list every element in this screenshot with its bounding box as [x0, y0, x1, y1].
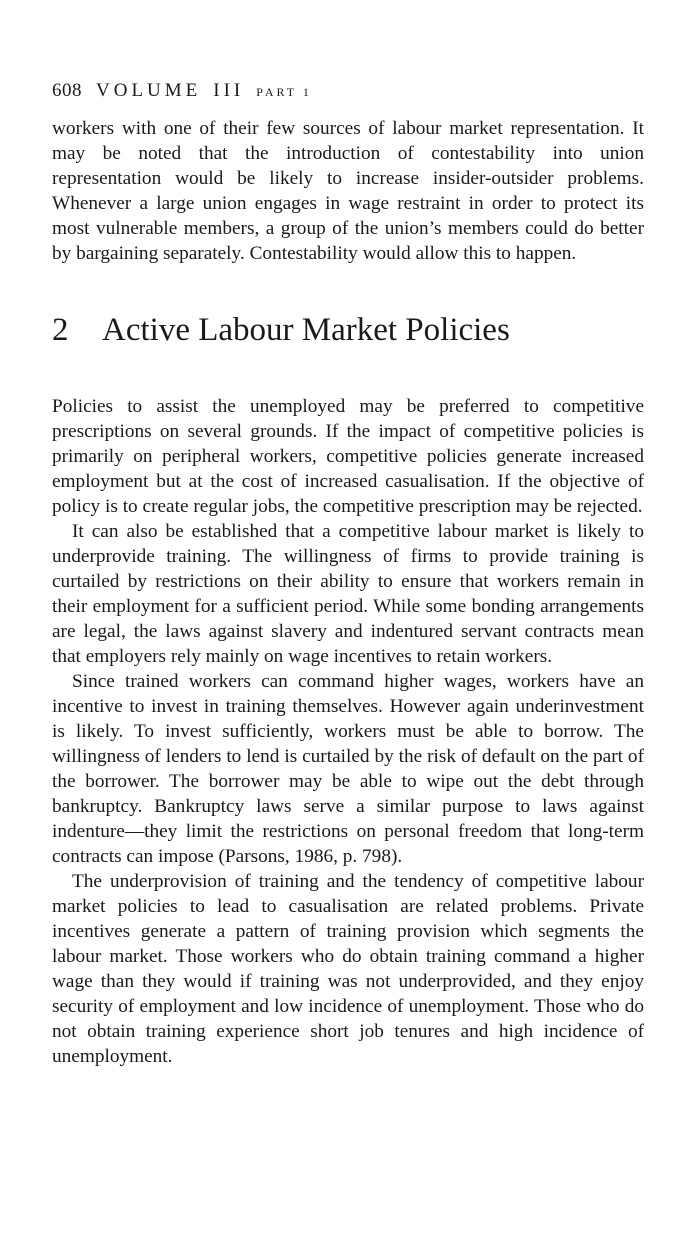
- body-paragraph: It can also be established that a competitive labour market is likely to underprovide training. The willingness of firms to provide training is curtailed by restrictions on their ability to ensure that workers remain in their employment for a sufficient period. While some bonding arrangements are legal, the laws against slavery and indentured servant contracts mean that employers rely mainly on wage incentives to retain workers.: [52, 521, 644, 667]
- volume-label: VOLUME: [96, 80, 202, 101]
- part-label: PART 1: [256, 85, 312, 99]
- section-title: Active Labour Market Policies: [102, 312, 510, 348]
- section-body: [52, 394, 644, 1069]
- body-paragraph: Policies to assist the unemployed may be preferred to competitive prescriptions on several grounds. If the impact of competitive policies is primarily on peripheral workers, competitive policies generate increased employment but at the cost of increased casualisation. If the objective of policy is to create regular jobs, the competitive prescription may be rejected.: [52, 396, 644, 517]
- page-number: 608: [52, 80, 82, 101]
- volume-numeral: III: [213, 80, 245, 101]
- running-head: [52, 78, 644, 104]
- section-number: 2: [52, 312, 69, 348]
- section-heading: [52, 266, 644, 394]
- page-body: [52, 116, 644, 1069]
- book-page: [52, 78, 644, 1069]
- body-paragraph: Since trained workers can command higher wages, workers have an incentive to invest in training themselves. However again underinvestment is likely. To invest sufficiently, workers must be able to borrow. The willingness of lenders to lend is curtailed by the risk of default on the part of the borrower. The borrower may be able to wipe out the debt through bankruptcy. Bankruptcy laws serve a similar purpose to laws against indenture—they limit the restrictions on personal freedom that long-term contracts can impose (Parsons, 1986, p. 798).: [52, 671, 644, 867]
- body-paragraph: The underprovision of training and the tendency of competitive labour market policies to lead to casualisation are related problems. Private incentives generate a pattern of training provision which segments the labour market. Those workers who do obtain training command a higher wage than they would if training was not underprovided, and they enjoy security of employment and low incidence of unemployment. Those who do not obtain training experience short job tenures and high incidence of unemployment.: [52, 871, 644, 1067]
- continuation-paragraph: workers with one of their few sources of labour market representation. It may be noted that the introduction of contestability into union representation would be likely to increase insider-outsider problems. Whenever a large union engages in wage restraint in order to protect its most vulnerable members, a group of the union’s members could do better by bargaining separately. Contestability would allow this to happen.: [52, 118, 644, 264]
